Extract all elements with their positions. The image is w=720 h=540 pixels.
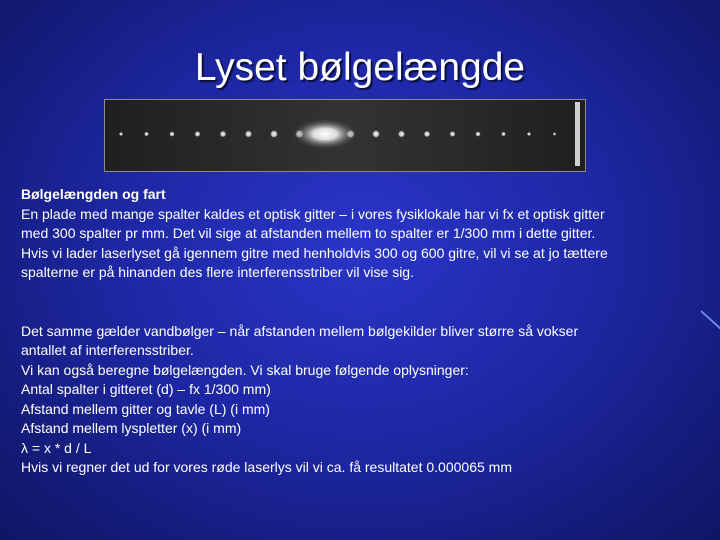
interference-spot	[501, 131, 506, 136]
interference-spot	[423, 130, 430, 137]
paragraph2-line: Vi kan også beregne bølgelængden. Vi skal bruge følgende oplysninger:	[21, 361, 469, 378]
interference-spot	[270, 130, 279, 139]
interference-spot	[194, 131, 201, 138]
paragraph1-line: spalterne er på hinanden des flere interferensstriber vil vise sig.	[21, 264, 414, 280]
interference-spot	[144, 131, 149, 136]
formula-line: λ = x * d / L	[21, 439, 92, 456]
section-heading: Bølgelængden og fart	[21, 186, 166, 202]
interference-spot	[553, 132, 557, 136]
paragraph1-line: En plade med mange spalter kaldes et optisk gitter – i vores fysiklokale har vi fx et optisk gitter	[21, 205, 605, 222]
interference-spot	[219, 130, 226, 137]
interference-spot	[475, 131, 481, 137]
interference-spot	[169, 131, 175, 137]
central-maximum	[291, 118, 359, 150]
interference-spot	[119, 132, 123, 136]
slide-title: Lyset bølgelængde	[194, 46, 526, 89]
paragraph2-line: Det samme gælder vandbølger – når afstanden mellem bølgekilder bliver større så vokser	[21, 322, 579, 339]
paragraph1-line: Hvis vi lader laserlyset gå igennem gitre med henholdvis 300 og 600 gitre, vil vi se at jo tættere	[21, 244, 608, 261]
interference-spot	[527, 132, 531, 136]
interference-pattern-image	[105, 100, 585, 171]
paragraph2-line: Afstand mellem gitter og tavle (L) (i mm)	[21, 400, 270, 417]
paragraph1-line: med 300 spalter pr mm. Det vil sige at afstanden mellem to spalter er 1/300 mm i dette gitter.	[21, 225, 596, 241]
paragraph2-line: Hvis vi regner det ud for vores røde laserlys vil vi ca. få resultatet 0.000065 mm	[21, 459, 512, 475]
interference-spot	[245, 130, 253, 138]
interference-pattern-photo	[104, 99, 586, 172]
interference-spot	[449, 131, 456, 138]
image-edge-strip	[575, 102, 580, 166]
paragraph2-line: Afstand mellem lyspletter (x) (i mm)	[21, 420, 242, 436]
paragraph2-line: antallet af interferensstriber.	[21, 342, 194, 358]
paragraph2-line: Antal spalter i gitteret (d) – fx 1/300 mm)	[21, 381, 271, 397]
body-text	[21, 185, 711, 478]
paragraph-gap	[21, 283, 711, 322]
interference-spot	[398, 130, 406, 138]
interference-spot	[372, 130, 381, 139]
